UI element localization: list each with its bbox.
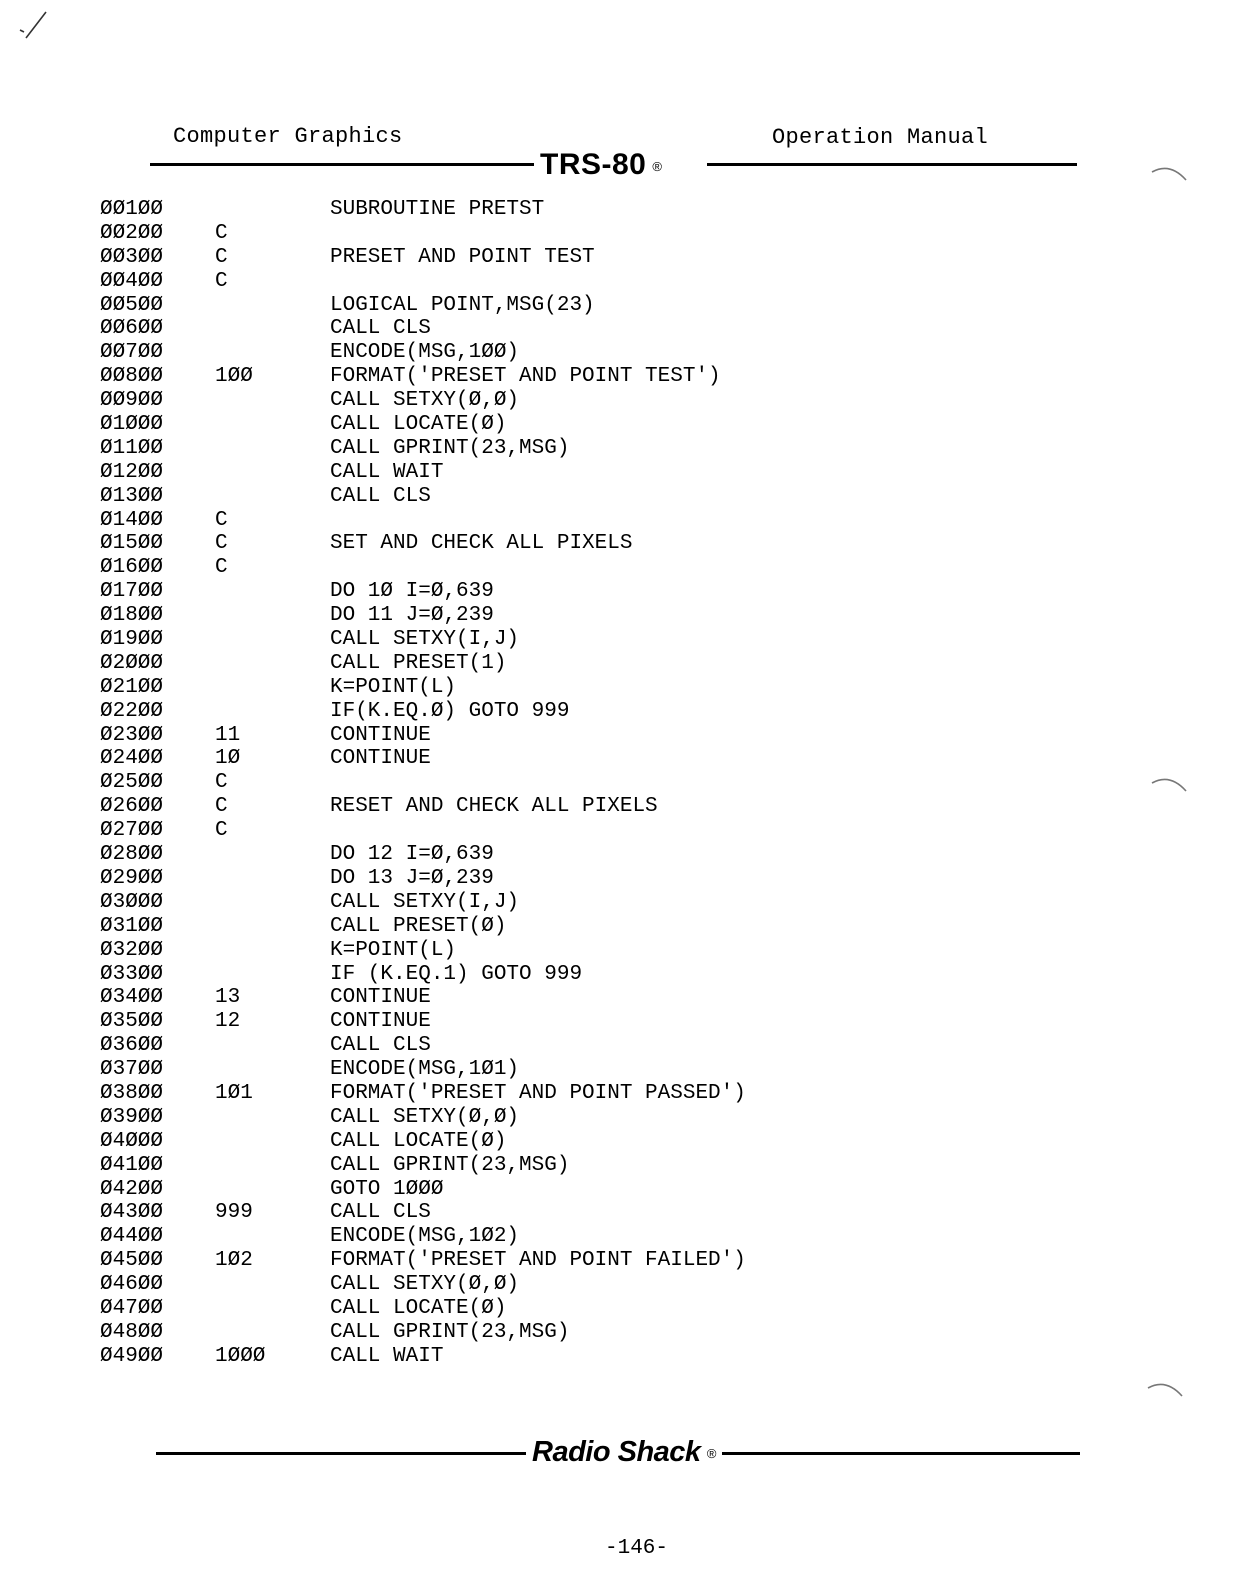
code-line	[100, 843, 860, 867]
hole-punch-mark-3	[1146, 1380, 1186, 1400]
line-number: Ø15ØØ	[100, 532, 164, 556]
statement-label	[215, 294, 330, 318]
footer-rule-right	[722, 1452, 1080, 1455]
line-number: Ø42ØØ	[100, 1177, 164, 1201]
statement-label: C	[215, 819, 228, 843]
statement-label: 11	[215, 723, 241, 747]
line-number: Ø14ØØ	[100, 508, 164, 532]
header-left-title: Computer Graphics	[173, 124, 403, 149]
statement-label: 13	[215, 986, 241, 1010]
code-line	[100, 1297, 860, 1321]
line-number: ØØ5ØØ	[100, 293, 164, 317]
footer-rule-left	[156, 1452, 526, 1455]
statement-label	[215, 198, 330, 222]
statement-label	[215, 843, 330, 867]
statement: CALL WAIT	[330, 460, 444, 484]
statement-label	[215, 437, 330, 461]
statement-label	[215, 915, 330, 939]
statement-label	[215, 652, 330, 676]
code-line	[100, 1010, 860, 1034]
radio-shack-logo	[532, 1433, 716, 1471]
statement: IF(K.EQ.Ø) GOTO 999	[330, 699, 570, 723]
statement-label	[215, 389, 330, 413]
code-line	[100, 365, 860, 389]
statement-label	[215, 1225, 330, 1249]
statement: K=POINT(L)	[330, 675, 457, 699]
code-line	[100, 1034, 860, 1058]
code-line	[100, 222, 860, 246]
statement-label	[215, 1106, 330, 1130]
statement: FORMAT('PRESET AND POINT PASSED')	[330, 1081, 746, 1105]
scan-mark-top-left	[16, 8, 50, 42]
line-number: Ø25ØØ	[100, 771, 164, 795]
statement: CONTINUE	[330, 747, 431, 771]
code-line	[100, 1249, 860, 1273]
line-number: Ø1ØØØ	[100, 413, 164, 437]
line-number: Ø36ØØ	[100, 1034, 164, 1058]
code-line	[100, 246, 860, 270]
statement-label: C	[215, 556, 228, 580]
line-number: Ø3ØØØ	[100, 890, 164, 914]
line-number: Ø19ØØ	[100, 628, 164, 652]
line-number: Ø47ØØ	[100, 1296, 164, 1320]
code-line	[100, 747, 860, 771]
statement: DO 11 J=Ø,239	[330, 604, 494, 628]
statement: CALL PRESET(Ø)	[330, 914, 507, 938]
statement-label: C	[215, 508, 228, 532]
code-line	[100, 939, 860, 963]
statement: DO 12 I=Ø,639	[330, 843, 494, 867]
statement: CALL CLS	[330, 1201, 431, 1225]
code-line	[100, 652, 860, 676]
statement-label: C	[215, 245, 228, 269]
statement-label: C	[215, 795, 228, 819]
statement-label: 1ØØØ	[215, 1344, 266, 1368]
registered-mark: ®	[652, 159, 663, 174]
line-number: Ø2ØØØ	[100, 651, 164, 675]
statement: FORMAT('PRESET AND POINT TEST')	[330, 365, 721, 389]
code-line	[100, 604, 860, 628]
code-line	[100, 1130, 860, 1154]
line-number: Ø41ØØ	[100, 1153, 164, 1177]
line-number: Ø24ØØ	[100, 747, 164, 771]
statement-label	[215, 1034, 330, 1058]
line-number: ØØ4ØØ	[100, 269, 164, 293]
statement: PRESET AND POINT TEST	[330, 245, 595, 269]
statement: ENCODE(MSG,1Ø1)	[330, 1058, 520, 1082]
statement: CALL GPRINT(23,MSG)	[330, 1320, 570, 1344]
statement	[330, 509, 860, 533]
line-number: Ø29ØØ	[100, 866, 164, 890]
statement-label: 999	[215, 1201, 253, 1225]
code-line	[100, 1225, 860, 1249]
trs-80-logo	[540, 146, 662, 184]
code-line	[100, 676, 860, 700]
code-line	[100, 341, 860, 365]
line-number: Ø23ØØ	[100, 723, 164, 747]
line-number: Ø17ØØ	[100, 580, 164, 604]
statement: DO 13 J=Ø,239	[330, 866, 494, 890]
code-line	[100, 1273, 860, 1297]
line-number: ØØ1ØØ	[100, 198, 164, 221]
statement-label	[215, 628, 330, 652]
line-number: Ø27ØØ	[100, 819, 164, 843]
statement-label	[215, 580, 330, 604]
code-line	[100, 915, 860, 939]
statement: CALL PRESET(1)	[330, 651, 507, 675]
statement-label	[215, 604, 330, 628]
header-rule-right	[707, 163, 1077, 166]
code-line	[100, 509, 860, 533]
registered-mark: ®	[706, 1446, 716, 1461]
line-number: Ø35ØØ	[100, 1010, 164, 1034]
line-number: Ø21ØØ	[100, 675, 164, 699]
statement	[330, 556, 860, 580]
statement: LOGICAL POINT,MSG(23)	[330, 293, 595, 317]
code-line	[100, 485, 860, 509]
statement: CALL SETXY(I,J)	[330, 890, 520, 914]
line-number: Ø39ØØ	[100, 1105, 164, 1129]
code-line	[100, 1154, 860, 1178]
code-line	[100, 819, 860, 843]
code-line	[100, 389, 860, 413]
code-line	[100, 556, 860, 580]
statement: RESET AND CHECK ALL PIXELS	[330, 795, 658, 819]
line-number: Ø16ØØ	[100, 556, 164, 580]
line-number: ØØ8ØØ	[100, 365, 164, 389]
code-line	[100, 771, 860, 795]
statement: CALL SETXY(Ø,Ø)	[330, 1105, 520, 1129]
code-line	[100, 963, 860, 987]
code-line	[100, 867, 860, 891]
statement: IF (K.EQ.1) GOTO 999	[330, 962, 583, 986]
code-line	[100, 1345, 860, 1369]
statement: ENCODE(MSG,1ØØ)	[330, 341, 520, 365]
code-line	[100, 317, 860, 341]
statement-label	[215, 963, 330, 987]
statement: CONTINUE	[330, 723, 431, 747]
code-line	[100, 1106, 860, 1130]
line-number: Ø18ØØ	[100, 604, 164, 628]
statement-label	[215, 485, 330, 509]
line-number: Ø26ØØ	[100, 795, 164, 819]
statement-label	[215, 461, 330, 485]
line-number: Ø12ØØ	[100, 460, 164, 484]
statement-label	[215, 867, 330, 891]
statement-label: 1Ø2	[215, 1249, 253, 1273]
code-line	[100, 1178, 860, 1202]
line-number: ØØ7ØØ	[100, 341, 164, 365]
code-line	[100, 795, 860, 819]
line-number: ØØ9ØØ	[100, 389, 164, 413]
statement	[330, 222, 860, 246]
code-line	[100, 628, 860, 652]
statement: CALL GPRINT(23,MSG)	[330, 436, 570, 460]
line-number: Ø46ØØ	[100, 1273, 164, 1297]
statement: CONTINUE	[330, 1010, 431, 1034]
hole-punch-mark-1	[1150, 164, 1190, 184]
statement-label	[215, 891, 330, 915]
statement-label	[215, 700, 330, 724]
statement-label: 12	[215, 1010, 241, 1034]
code-line	[100, 986, 860, 1010]
statement: CALL LOCATE(Ø)	[330, 1129, 507, 1153]
statement-label: 1Ø1	[215, 1081, 253, 1105]
statement: GOTO 1ØØØ	[330, 1177, 444, 1201]
statement: CALL LOCATE(Ø)	[330, 413, 507, 437]
statement-label	[215, 1297, 330, 1321]
statement: CONTINUE	[330, 986, 431, 1010]
statement-label	[215, 341, 330, 365]
header-right-title: Operation Manual	[772, 125, 989, 150]
header-rule-left	[150, 163, 534, 166]
statement: SET AND CHECK ALL PIXELS	[330, 532, 633, 556]
line-number: Ø32ØØ	[100, 938, 164, 962]
statement: DO 1Ø I=Ø,639	[330, 580, 494, 604]
line-number: Ø44ØØ	[100, 1225, 164, 1249]
statement: CALL CLS	[330, 1034, 431, 1058]
line-number: Ø4ØØØ	[100, 1129, 164, 1153]
statement-label	[215, 1154, 330, 1178]
statement-label: 1ØØ	[215, 365, 253, 389]
code-line	[100, 413, 860, 437]
statement-label	[215, 1273, 330, 1297]
line-number: ØØ6ØØ	[100, 317, 164, 341]
statement-label	[215, 317, 330, 341]
statement-label	[215, 413, 330, 437]
line-number: Ø28ØØ	[100, 843, 164, 867]
statement: CALL CLS	[330, 484, 431, 508]
statement-label: C	[215, 221, 228, 245]
code-line	[100, 270, 860, 294]
line-number: Ø38ØØ	[100, 1081, 164, 1105]
statement-label	[215, 1178, 330, 1202]
statement: CALL WAIT	[330, 1344, 444, 1368]
statement: CALL SETXY(Ø,Ø)	[330, 389, 520, 413]
code-line	[100, 1082, 860, 1106]
statement-label	[215, 676, 330, 700]
line-number: Ø11ØØ	[100, 436, 164, 460]
statement	[330, 771, 860, 795]
statement: ENCODE(MSG,1Ø2)	[330, 1225, 520, 1249]
line-number: Ø31ØØ	[100, 914, 164, 938]
code-line	[100, 198, 860, 222]
statement-label: C	[215, 771, 228, 795]
page-number: -146-	[605, 1537, 669, 1560]
trs-80-logo-text: TRS-80	[540, 148, 647, 181]
line-number: Ø43ØØ	[100, 1201, 164, 1225]
statement-label	[215, 1130, 330, 1154]
statement: CALL LOCATE(Ø)	[330, 1296, 507, 1320]
code-line	[100, 1058, 860, 1082]
statement-label	[215, 1321, 330, 1345]
statement: CALL CLS	[330, 317, 431, 341]
statement: FORMAT('PRESET AND POINT FAILED')	[330, 1249, 746, 1273]
hole-punch-mark-2	[1150, 775, 1190, 795]
line-number: Ø33ØØ	[100, 962, 164, 986]
line-number: Ø49ØØ	[100, 1344, 164, 1368]
statement	[330, 819, 860, 843]
code-line	[100, 580, 860, 604]
statement-label: 1Ø	[215, 747, 241, 771]
code-line	[100, 724, 860, 748]
statement-label	[215, 939, 330, 963]
code-line	[100, 532, 860, 556]
line-number: Ø37ØØ	[100, 1058, 164, 1082]
statement-label: C	[215, 269, 228, 293]
line-number: Ø48ØØ	[100, 1320, 164, 1344]
code-line	[100, 437, 860, 461]
radio-shack-logo-text: Radio Shack	[532, 1436, 701, 1468]
line-number: Ø34ØØ	[100, 986, 164, 1010]
code-line	[100, 461, 860, 485]
code-line	[100, 294, 860, 318]
code-line	[100, 700, 860, 724]
statement: CALL GPRINT(23,MSG)	[330, 1153, 570, 1177]
code-line	[100, 891, 860, 915]
statement-label	[215, 1058, 330, 1082]
statement: K=POINT(L)	[330, 938, 457, 962]
statement: CALL SETXY(I,J)	[330, 628, 520, 652]
line-number: Ø22ØØ	[100, 699, 164, 723]
line-number: Ø45ØØ	[100, 1249, 164, 1273]
line-number: Ø13ØØ	[100, 484, 164, 508]
code-line	[100, 1321, 860, 1345]
statement: SUBROUTINE PRETST	[330, 198, 545, 221]
statement	[330, 270, 860, 294]
code-line	[100, 1201, 860, 1225]
statement-label: C	[215, 532, 228, 556]
line-number: ØØ3ØØ	[100, 245, 164, 269]
statement: CALL SETXY(Ø,Ø)	[330, 1273, 520, 1297]
fortran-listing	[100, 198, 860, 1369]
line-number: ØØ2ØØ	[100, 221, 164, 245]
